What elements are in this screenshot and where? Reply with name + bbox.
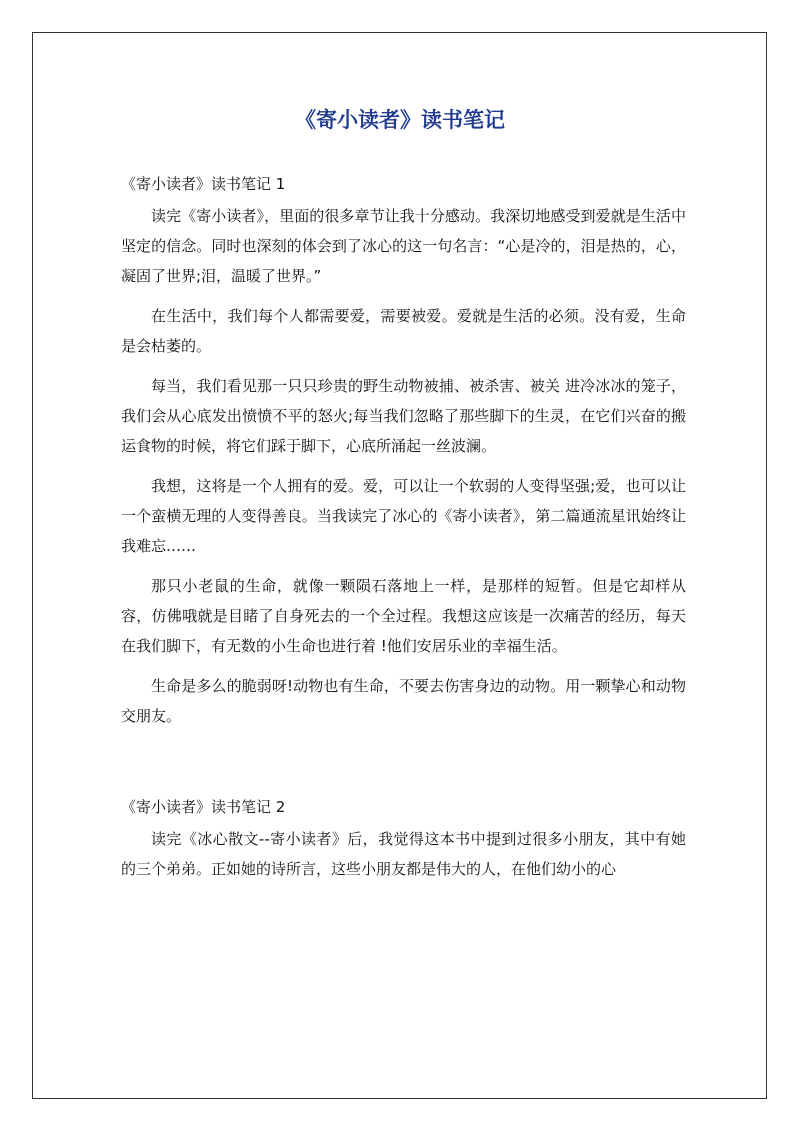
section-heading: 《寄小读者》读书笔记 1	[121, 175, 286, 193]
document-body	[121, 168, 686, 894]
section-heading: 《寄小读者》读书笔记 2	[121, 798, 286, 816]
paragraph: 每当，我们看见那一只只珍贵的野生动物被捕、被杀害、被关 进冷冰冰的笼子，我们会从心底发出愤愤不平的怒火;每当我们忽略了那些脚下的生灵，在它们兴奋的搬运食物的时候，将它们踩于脚下，心底所涌起一丝波澜。	[121, 377, 686, 455]
paragraph: 在生活中，我们每个人都需要爱，需要被爱。爱就是生活的必须。没有爱，生命是会枯萎的。	[121, 307, 686, 355]
section-1	[121, 168, 686, 731]
section-spacer	[121, 741, 686, 791]
document-title: 《寄小读者》读书笔记	[295, 108, 505, 132]
paragraph: 那只小老鼠的生命，就像一颗陨石落地上一样，是那样的短暂。但是它却样从容，仿佛哦就是目睹了自身死去的一个全过程。我想这应该是一次痛苦的经历，每天在我们脚下，有无数的小生命也进行着 !他们安居乐业的幸福生活。	[121, 577, 686, 655]
paragraph: 读完《冰心散文--寄小读者》后，我觉得这本书中提到过很多小朋友，其中有她的三个弟弟。正如她的诗所言，这些小朋友都是伟大的人，在他们幼小的心	[121, 830, 686, 878]
paragraph: 生命是多么的脆弱呀!动物也有生命，不要去伤害身边的动物。用一颗挚心和动物交朋友。	[121, 677, 686, 725]
paragraph: 读完《寄小读者》，里面的很多章节让我十分感动。我深切地感受到爱就是生活中坚定的信念。同时也深刻的体会到了冰心的这一句名言：“心是冷的，泪是热的，心，凝固了世界;泪，温暖了世界。”	[121, 207, 686, 285]
paragraph: 我想，这将是一个人拥有的爱。爱，可以让一个软弱的人变得坚强;爱，也可以让一个蛮横无理的人变得善良。当我读完了冰心的《寄小读者》，第二篇通流星讯始终让我难忘……	[121, 477, 686, 555]
section-2	[121, 791, 686, 884]
